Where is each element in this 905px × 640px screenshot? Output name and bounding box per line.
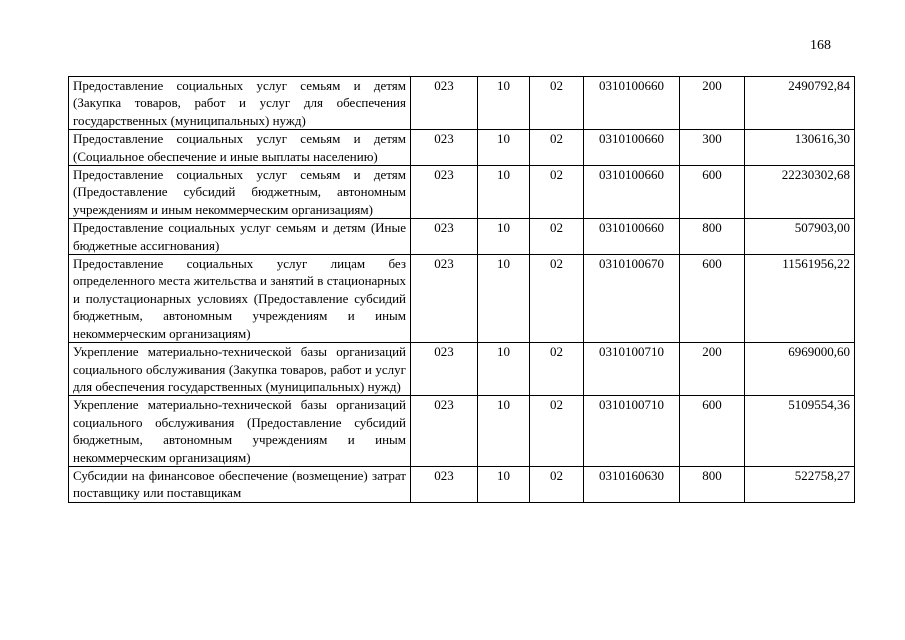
row-rz: 10 (478, 466, 530, 502)
row-csr: 0310100710 (584, 396, 680, 467)
row-ved: 023 (411, 466, 478, 502)
table-row (69, 77, 855, 130)
row-pr: 02 (530, 396, 584, 467)
row-ved: 023 (411, 77, 478, 130)
table-row (69, 166, 855, 219)
row-description: Предоставление социальных услуг семьям и детям (Закупка товаров, работ и услуг для обеспечения государственных (муниципальных) нужд) (69, 77, 411, 130)
row-description: Укрепление материально-технической базы организаций социального обслуживания (Закупка товаров, работ и услуг для обеспечения государственных (муниципальных) нужд) (69, 343, 411, 396)
row-ved: 023 (411, 166, 478, 219)
page-number: 168 (810, 38, 831, 53)
table-row (69, 219, 855, 255)
row-csr: 0310100670 (584, 255, 680, 343)
row-sum: 522758,27 (745, 466, 855, 502)
row-sum: 22230302,68 (745, 166, 855, 219)
budget-table (68, 76, 855, 503)
row-ved: 023 (411, 343, 478, 396)
row-pr: 02 (530, 77, 584, 130)
row-description: Укрепление материально-технической базы организаций социального обслуживания (Предоставление субсидий бюджетным, автономным учреждениям и иным некоммерческим организациям) (69, 396, 411, 467)
row-sum: 2490792,84 (745, 77, 855, 130)
row-rz: 10 (478, 219, 530, 255)
row-rz: 10 (478, 255, 530, 343)
row-csr: 0310160630 (584, 466, 680, 502)
row-pr: 02 (530, 166, 584, 219)
row-pr: 02 (530, 466, 584, 502)
row-description: Предоставление социальных услуг семьям и детям (Предоставление субсидий бюджетным, автономным учреждениям и иным некоммерческим организациям) (69, 166, 411, 219)
row-csr: 0310100710 (584, 343, 680, 396)
row-rz: 10 (478, 77, 530, 130)
row-sum: 130616,30 (745, 130, 855, 166)
row-description: Предоставление социальных услуг семьям и детям (Иные бюджетные ассигнования) (69, 219, 411, 255)
row-pr: 02 (530, 255, 584, 343)
row-pr: 02 (530, 343, 584, 396)
row-ved: 023 (411, 219, 478, 255)
table-row (69, 466, 855, 502)
row-csr: 0310100660 (584, 219, 680, 255)
row-vr: 800 (680, 466, 745, 502)
table-row (69, 255, 855, 343)
row-sum: 11561956,22 (745, 255, 855, 343)
table-row (69, 130, 855, 166)
row-pr: 02 (530, 130, 584, 166)
row-csr: 0310100660 (584, 130, 680, 166)
row-description: Предоставление социальных услуг лицам без определенного места жительства и занятий в стационарных и полустационарных условиях (Предоставление субсидий бюджетным, автономным учреждениям и иным некоммерческим организациям) (69, 255, 411, 343)
row-rz: 10 (478, 396, 530, 467)
row-ved: 023 (411, 396, 478, 467)
row-ved: 023 (411, 130, 478, 166)
table-row (69, 343, 855, 396)
row-csr: 0310100660 (584, 166, 680, 219)
row-vr: 600 (680, 396, 745, 467)
row-description: Предоставление социальных услуг семьям и детям (Социальное обеспечение и иные выплаты населению) (69, 130, 411, 166)
row-sum: 507903,00 (745, 219, 855, 255)
row-sum: 5109554,36 (745, 396, 855, 467)
row-vr: 600 (680, 166, 745, 219)
row-vr: 200 (680, 343, 745, 396)
row-csr: 0310100660 (584, 77, 680, 130)
table-row (69, 396, 855, 467)
row-sum: 6969000,60 (745, 343, 855, 396)
row-rz: 10 (478, 343, 530, 396)
row-vr: 300 (680, 130, 745, 166)
row-vr: 800 (680, 219, 745, 255)
row-description: Субсидии на финансовое обеспечение (возмещение) затрат поставщику или поставщикам (69, 466, 411, 502)
row-ved: 023 (411, 255, 478, 343)
row-pr: 02 (530, 219, 584, 255)
row-rz: 10 (478, 166, 530, 219)
row-vr: 600 (680, 255, 745, 343)
row-vr: 200 (680, 77, 745, 130)
row-rz: 10 (478, 130, 530, 166)
